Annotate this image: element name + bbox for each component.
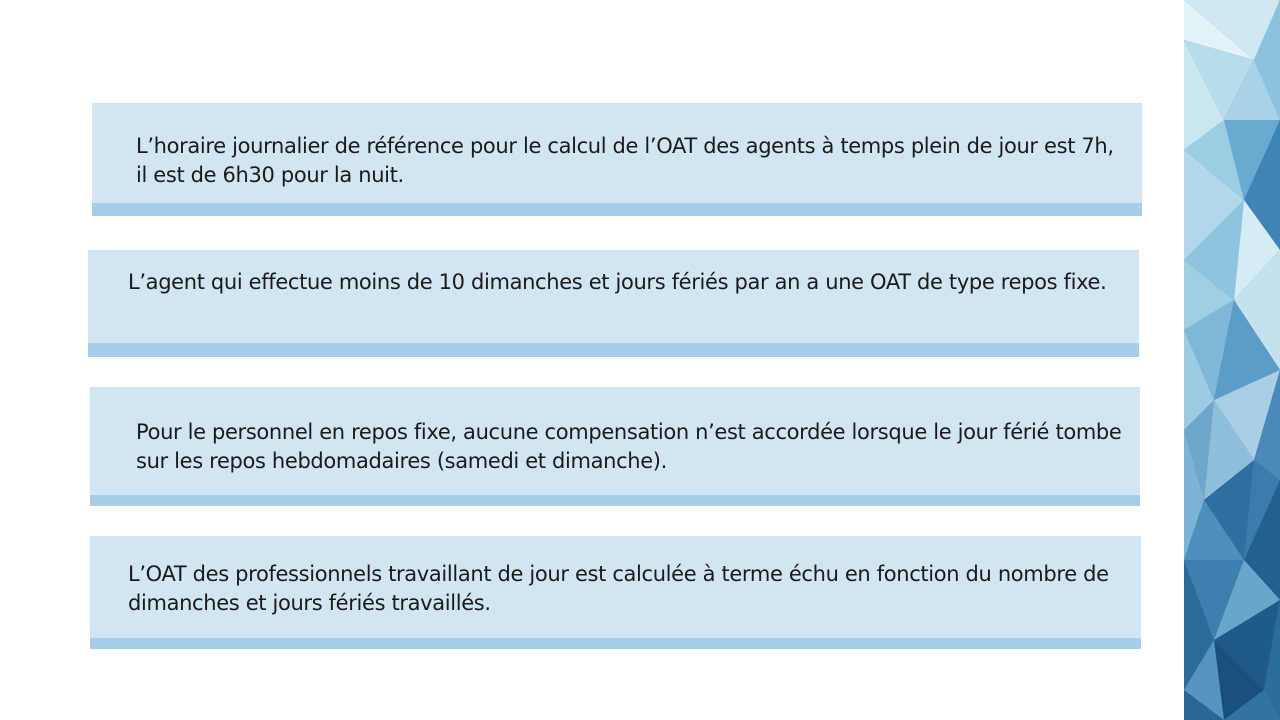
text-box-4 — [90, 536, 1141, 649]
text-box-3 — [90, 387, 1140, 506]
polygon-decoration — [1184, 0, 1280, 720]
text-box-1 — [92, 103, 1142, 216]
text-box-1-content: L’horaire journalier de référence pour le calcul de l’OAT des agents à temps plein de jour est 7h, il est de 6h30 pour la nuit. — [136, 134, 1121, 187]
text-box-2-content: L’agent qui effectue moins de 10 dimanches et jours fériés par an a une OAT de type repos fixe. — [128, 270, 1107, 294]
text-box-4-content: L’OAT des professionnels travaillant de jour est calculée à terme échu en fonction du nombre de dimanches et jours fériés travaillés. — [128, 562, 1115, 615]
text-box-2 — [88, 250, 1139, 357]
text-box-3-content: Pour le personnel en repos fixe, aucune compensation n’est accordée lorsque le jour férié tombe sur les repos hebdomadaires (samedi et dimanche). — [136, 420, 1128, 473]
